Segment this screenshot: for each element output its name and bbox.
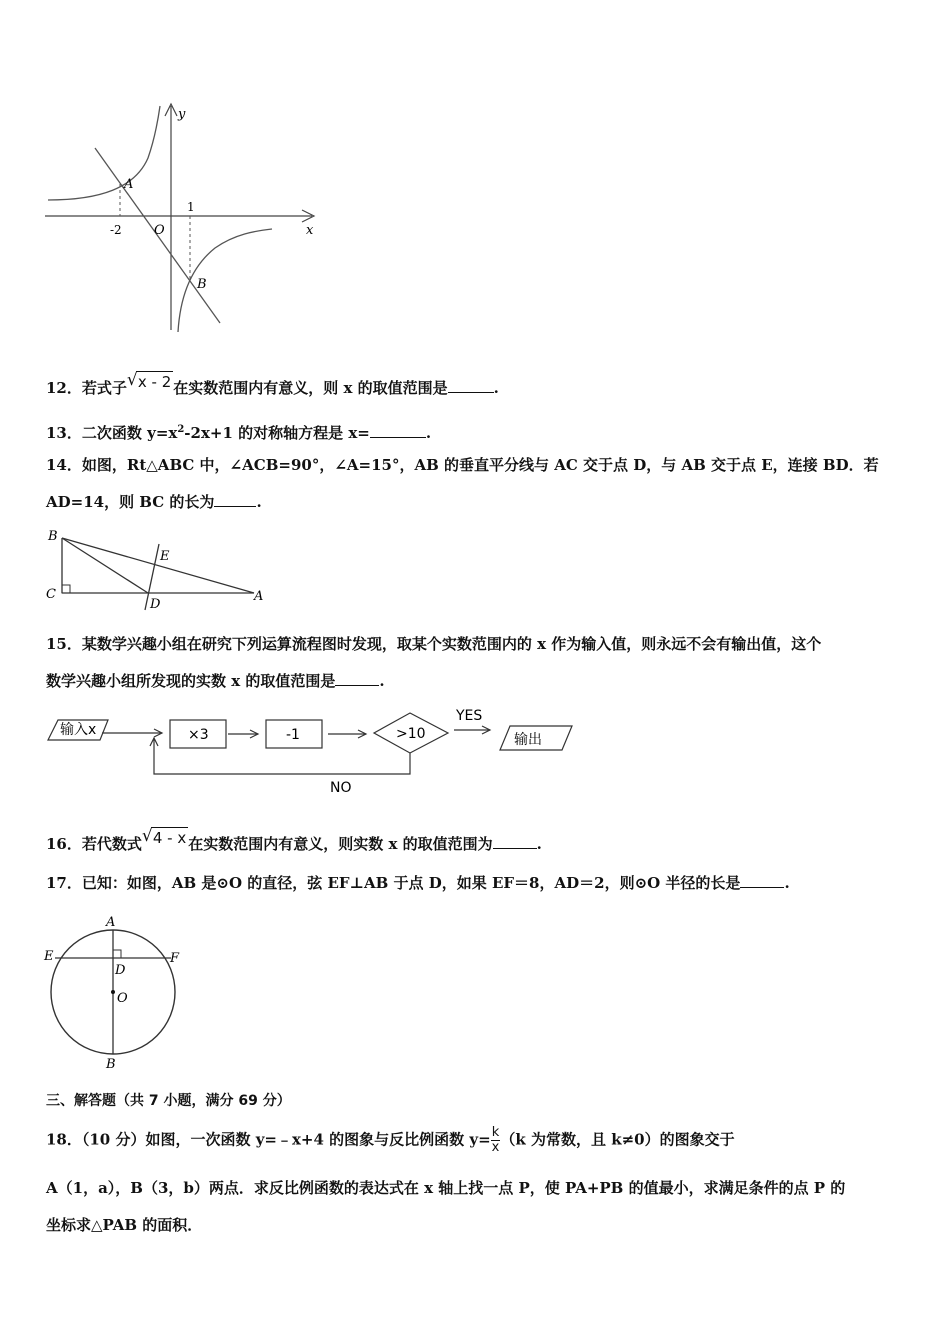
q16-sqrt: [142, 827, 188, 848]
flow-yes-label: YES: [456, 708, 483, 724]
tick-1: 1: [187, 200, 195, 214]
label-f: F: [170, 951, 180, 966]
q16-prefix: 16．若代数式: [46, 835, 142, 853]
q15-line2-prefix: 数学兴趣小组所发现的实数 x 的取值范围是: [46, 672, 336, 690]
label-c: C: [46, 587, 56, 602]
label-d: D: [150, 597, 161, 612]
q18-line1-suffix: （k 为常数，且 k≠0）的图象交于: [500, 1130, 735, 1149]
q17-answer-blank[interactable]: [740, 873, 784, 888]
flowchart: [44, 702, 584, 798]
tick-neg2: -2: [110, 223, 122, 237]
label-e: E: [44, 949, 54, 964]
hyperbola-lower-right: [178, 229, 272, 332]
question-16: [46, 827, 542, 854]
q18-fraction: [491, 1126, 501, 1155]
section-3-heading: 三、解答题（共 7 小题，满分 69 分）: [46, 1093, 291, 1109]
flow-compare-label: >10: [396, 726, 426, 742]
q16-suffix: 在实数范围内有意义，则实数 x 的取值范围为: [188, 835, 493, 853]
q13-end: .: [425, 424, 432, 442]
q15-answer-blank[interactable]: [335, 671, 379, 686]
flow-times3-label: ×3: [188, 727, 209, 743]
q12-sqrt: [127, 371, 173, 392]
point-a-label: A: [124, 177, 134, 192]
question-15-line2: [46, 671, 385, 691]
hyperbola-upper-left: [48, 106, 160, 200]
right-angle-mark: [113, 950, 121, 958]
q12-end: .: [493, 379, 499, 397]
flow-input-label: 输入x: [60, 722, 97, 738]
label-d: D: [115, 963, 126, 978]
x-axis-label: x: [306, 223, 314, 238]
y-axis-label: y: [178, 107, 186, 122]
center-point: [111, 990, 115, 994]
question-18-line2: A（1，a），B（3，b）两点．求反比例函数的表达式在 x 轴上找一点 P，使 PA+PB 的值最小，求满足条件的点 P 的: [46, 1179, 846, 1197]
loop-back-line: [154, 738, 410, 774]
q15-end: .: [379, 672, 385, 690]
flow-output-label: 输出: [514, 732, 542, 748]
label-a: A: [254, 589, 264, 604]
q12-prefix: 12．若式子: [46, 379, 127, 397]
fraction-numerator: k: [491, 1125, 500, 1140]
right-angle-mark: [62, 585, 70, 593]
question-14-line2: [46, 492, 262, 512]
radical-sign: √: [126, 370, 138, 390]
flow-minus1-label: -1: [286, 727, 300, 743]
circle-figure: [42, 914, 184, 1072]
fraction-denominator: x: [491, 1140, 500, 1155]
q16-radicand: 4 - x: [152, 829, 187, 847]
q12-answer-blank[interactable]: [448, 378, 494, 393]
question-17: [46, 873, 790, 893]
label-a: A: [106, 915, 116, 930]
question-15-line1: 15．某数学兴趣小组在研究下列运算流程图时发现，取某个实数范围内的 x 作为输入值，则永远不会有输出值，这个: [46, 635, 822, 653]
q13-exponent: 2: [177, 424, 185, 435]
flow-no-label: NO: [330, 780, 352, 796]
label-b: B: [48, 529, 58, 544]
label-o: O: [117, 991, 128, 1006]
q12-radicand: x - 2: [137, 373, 172, 391]
q17-text: 17．已知：如图，AB 是⊙O 的直径，弦 EF⊥AB 于点 D，如果 EF＝8，AD＝2，则⊙O 半径的长是: [46, 874, 741, 892]
question-14-line1: 14．如图，Rt△ABC 中，∠ACB=90°，∠A=15°，AB 的垂直平分线与 AC 交于点 D，与 AB 交于点 E，连接 BD．若: [46, 456, 879, 474]
radical-sign: √: [141, 826, 153, 846]
q14-answer-blank[interactable]: [214, 492, 256, 507]
point-b-label: B: [197, 277, 207, 292]
q13-prefix: 13．二次函数 y=x: [46, 424, 178, 442]
question-18-line3: 坐标求△PAB 的面积．: [46, 1216, 203, 1234]
q14-line2-prefix: AD=14，则 BC 的长为: [46, 493, 215, 511]
q13-answer-blank[interactable]: [370, 423, 426, 438]
question-12: [46, 371, 499, 398]
q17-end: .: [784, 874, 790, 892]
segment-bd: [62, 538, 148, 593]
label-b: B: [106, 1057, 116, 1072]
question-18-line1: [46, 1126, 735, 1155]
function-graph: [40, 98, 330, 338]
q16-end: .: [536, 835, 542, 853]
origin-label: O: [154, 223, 165, 238]
q14-end: .: [256, 493, 262, 511]
label-e: E: [160, 549, 170, 564]
q13-suffix: -2x+1 的对称轴方程是 x=: [184, 424, 370, 442]
q16-answer-blank[interactable]: [493, 834, 537, 849]
triangle-figure: [44, 528, 266, 612]
q18-line1-prefix: 18．（10 分）如图，一次函数 y=﹣x+4 的图象与反比例函数 y=: [46, 1130, 491, 1149]
question-13: [46, 420, 431, 443]
q12-suffix: 在实数范围内有意义，则 x 的取值范围是: [173, 379, 448, 397]
